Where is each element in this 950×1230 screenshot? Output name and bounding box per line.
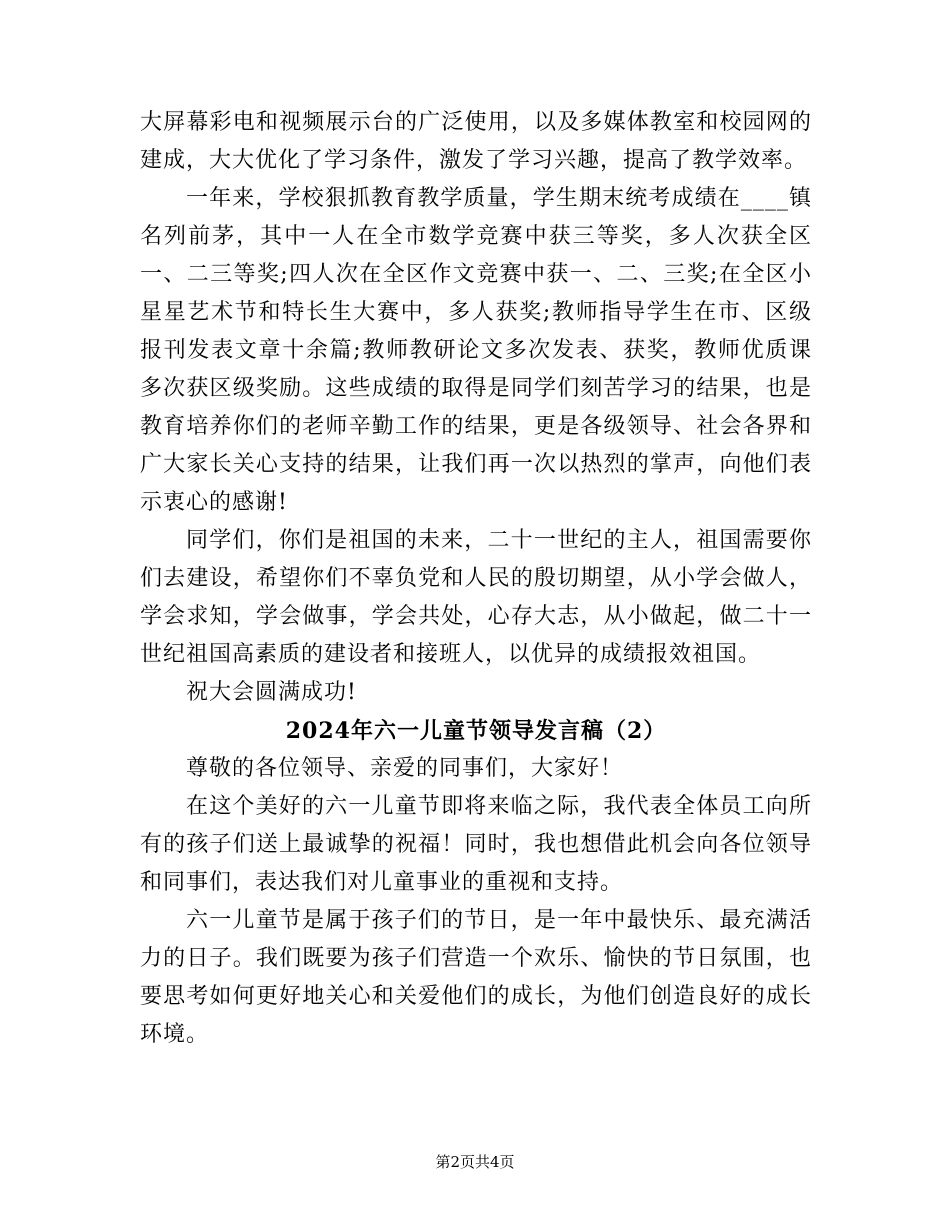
paragraph-1: 大屏幕彩电和视频展示台的广泛使用，以及多媒体教室和校园网的建成，大大优化了学习条件，激发了学习兴趣，提高了教学效率。 bbox=[140, 110, 812, 173]
paragraph-5: 在这个美好的六一儿童节即将来临之际，我代表全体员工向所有的孩子们送上最诚挚的祝福！同时，我也想借此机会向各位领导和同事们，表达我们对儿童事业的重视和支持。 bbox=[140, 794, 812, 895]
paragraph-2: 一年来，学校狠抓教育教学质量，学生期末统考成绩在____镇名列前茅，其中一人在全市数学竞赛中获三等奖，多人次获全区一、二三等奖;四人次在全区作文竞赛中获一、二、三奖;在全区小星星艺术节和特长生大赛中，多人获奖;教师指导学生在市、区级报刊发表文章十余篇;教师教研论文多次发表、获奖，教师优质课多次获区级奖励。这些成绩的取得是同学们刻苦学习的结果，也是教育培养你们的老师辛勤工作的结果，更是各级领导、社会各界和广大家长关心支持的结果，让我们再一次以热烈的掌声，向他们表示衷心的感谢! bbox=[140, 186, 812, 515]
document-body bbox=[140, 104, 812, 1054]
section-title: 2024年六一儿童节领导发言稿（2） bbox=[285, 718, 667, 744]
paragraph-3: 同学们，你们是祖国的未来，二十一世纪的主人，祖国需要你们去建设，希望你们不辜负党和人民的殷切期望，从小学会做人，学会求知，学会做事，学会共处，心存大志，从小做起，做二十一世纪祖国高素质的建设者和接班人，以优异的成绩报效祖国。 bbox=[140, 528, 812, 667]
page-number: 第2页共4页 bbox=[435, 1153, 515, 1171]
paragraph-6: 六一儿童节是属于孩子们的节日，是一年中最快乐、最充满活力的日子。我们既要为孩子们营造一个欢乐、愉快的节日氛围，也要思考如何更好地关心和关爱他们的成长，为他们创造良好的成长环境。 bbox=[140, 908, 812, 1047]
paragraph-greeting: 尊敬的各位领导、亲爱的同事们，大家好！ bbox=[186, 756, 624, 781]
paragraph-4: 祝大会圆满成功! bbox=[186, 680, 357, 705]
